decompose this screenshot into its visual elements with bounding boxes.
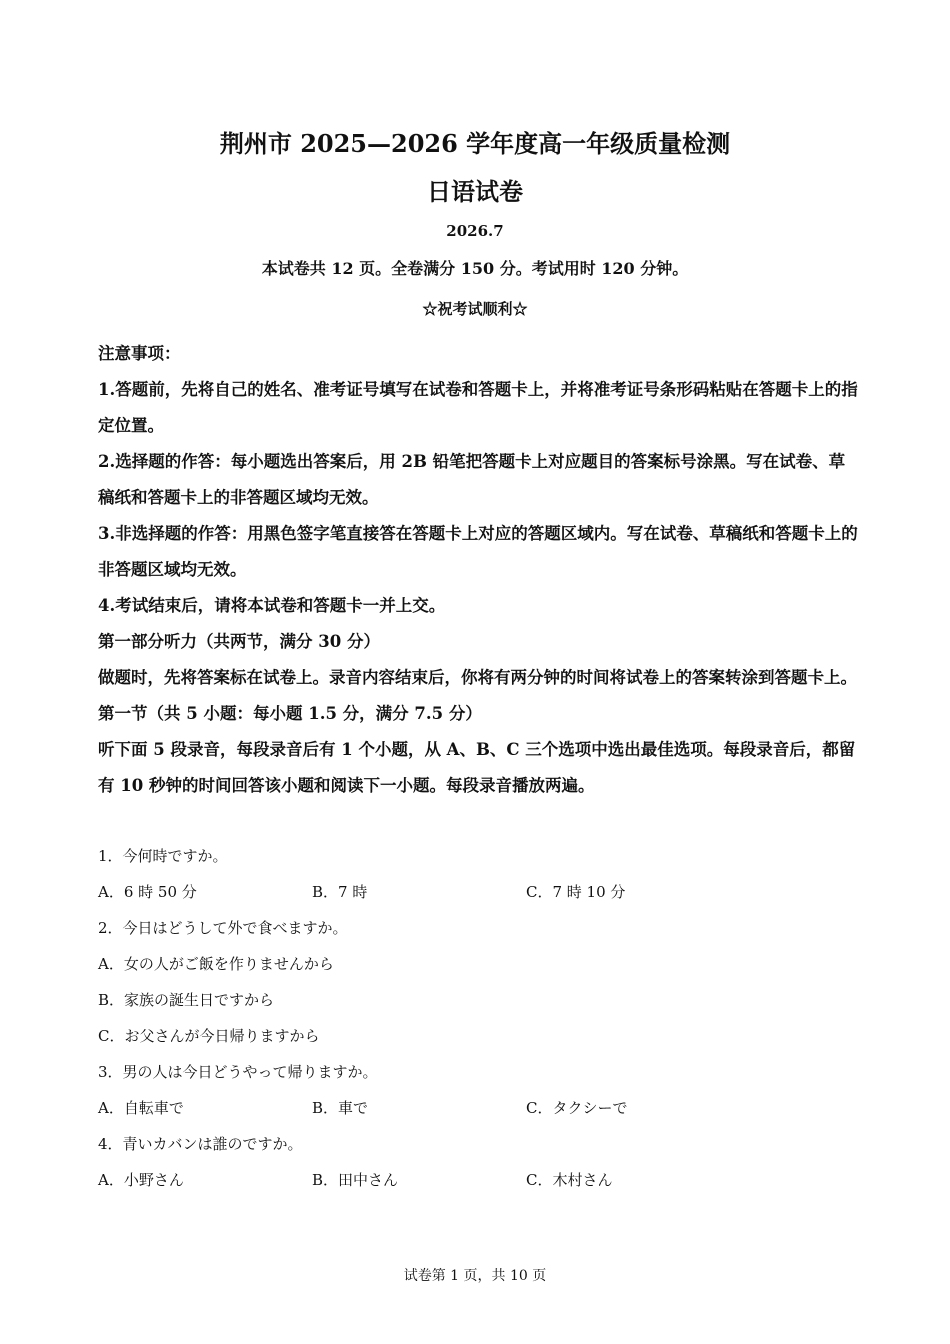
option-c: C．7 時 10 分: [526, 883, 626, 901]
notice-item-4: 4.考试结束后，请将本试卷和答题卡一并上交。: [98, 596, 446, 615]
option-a: A．自転車で: [98, 1099, 184, 1117]
option-row: [98, 874, 858, 910]
notice-item-3: 3.非选择题的作答：用黑色签字笔直接答在答题卡上对应的答题区域内。写在试卷、草稿纸和答题卡上的非答题区域均无效。: [98, 524, 858, 579]
option-b: B．車で: [312, 1099, 369, 1117]
option-c: C．木村さん: [526, 1171, 613, 1189]
option-a: A．6 時 50 分: [98, 883, 197, 901]
question-stem: 3．男の人は今日どうやって帰りますか。: [98, 1063, 378, 1081]
question-list: [98, 838, 858, 1198]
option-c: C．お父さんが今日帰りますから: [98, 1027, 320, 1045]
exam-wish: ☆祝考试顺利☆: [422, 300, 528, 318]
notice-item-2: 2.选择题的作答：每小题选出答案后，用 2B 铅笔把答题卡上对应题目的答案标号涂黑。写在试卷、草稿纸和答题卡上的非答题区域均无效。: [98, 452, 846, 507]
section1-instruction: 听下面 5 段录音，每段录音后有 1 个小题，从 A、B、C 三个选项中选出最佳选项。每段录音后，都留有 10 秒钟的时间回答该小题和阅读下一小题。每段录音播放两遍。: [98, 740, 856, 795]
question-stem: 4．青いカバンは誰のですか。: [98, 1135, 303, 1153]
option-b: B．田中さん: [312, 1171, 399, 1189]
option-row: [98, 1090, 858, 1126]
exam-date: 2026.7: [446, 222, 504, 240]
notice-item-1: 1.答题前，先将自己的姓名、准考证号填写在试卷和答题卡上，并将准考证号条形码粘贴在答题卡上的指定位置。: [98, 380, 858, 435]
part1-heading: 第一部分听力（共两节，满分 30 分）: [98, 632, 380, 651]
option-row: [98, 1162, 858, 1198]
exam-summary: 本试卷共 12 页。全卷满分 150 分。考试用时 120 分钟。: [261, 259, 689, 278]
option-b: B．7 時: [312, 883, 368, 901]
exam-subtitle: 日语试卷: [427, 177, 523, 206]
exam-title: 荆州市 2025—2026 学年度高一年级质量检测: [219, 129, 731, 158]
option-a: A．小野さん: [98, 1171, 184, 1189]
part1-instruction: 做题时，先将答案标在试卷上。录音内容结束后，你将有两分钟的时间将试卷上的答案转涂到答题卡上。: [98, 668, 857, 687]
section1-heading: 第一节（共 5 小题：每小题 1.5 分，满分 7.5 分）: [98, 704, 482, 723]
option-b: B．家族の誕生日ですから: [98, 991, 275, 1009]
notice-section: [98, 336, 858, 804]
option-c: C．タクシーで: [526, 1099, 628, 1117]
question-stem: 2．今日はどうして外で食べますか。: [98, 919, 348, 937]
notice-heading: 注意事项：: [98, 344, 181, 363]
page-footer: 试卷第 1 页，共 10 页: [403, 1268, 547, 1284]
question-stem: 1．今何時ですか。: [98, 847, 228, 865]
option-a: A．女の人がご飯を作りませんから: [98, 955, 334, 973]
